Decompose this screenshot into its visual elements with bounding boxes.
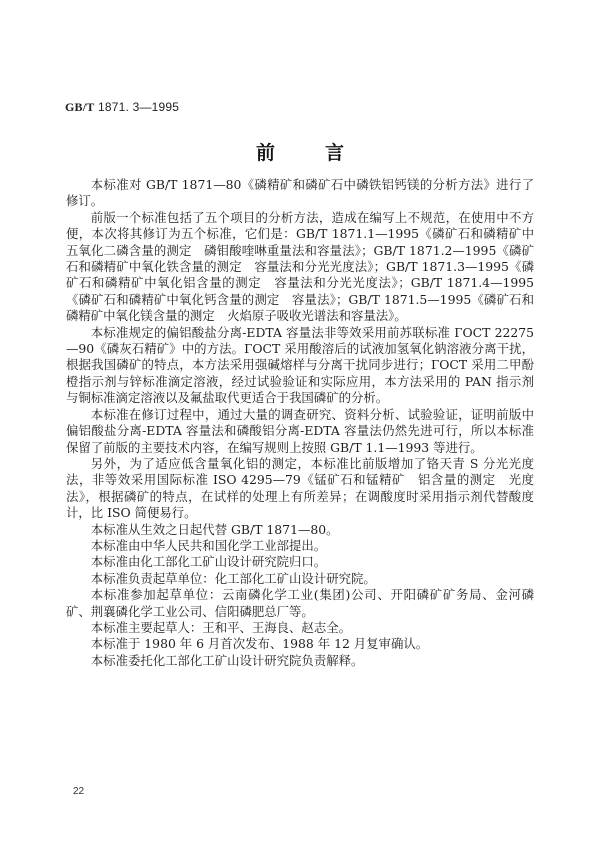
paragraph-proposed-by: 本标准由中华人民共和国化学工业部提出。 <box>90 537 327 553</box>
paragraph-revision-process: 本标准在修订过程中，通过大量的调查研究、资料分析、试验验证，证明前版中偏铝酸盐分离-EDTA 容量法和磷酸铝分离-EDTA 容量法仍然先进可行，所以本标准保留了前版的主要技术内容，在编写规则上按照 GB/T 1.1—1993 等进行。 <box>66 406 534 455</box>
paragraph-replaces: 本标准从生效之日起代替 GB/T 1871—80。 <box>90 521 339 537</box>
paragraph-interpretation: 本标准委托化工部化工矿山设计研究院负责解释。 <box>90 652 364 668</box>
standard-number: 1871. 3—1995 <box>94 100 180 114</box>
standard-code-header <box>65 100 179 115</box>
paragraph-edta-method: 本标准规定的偏铝酸盐分离-EDTA 容量法非等效采用前苏联标准 ГОСТ 22275—90《磷灰石精矿》中的方法。ГОСТ 采用酸溶后的试液加氢氧化钠溶液分离干扰，根据我国磷矿的特点，本方法采用强碱熔样与分离干扰同步进行；ГОСТ 采用二甲酚橙指示剂与锌标准滴定溶液，经过试验验证和实际应用，本方法采用的 PAN 指示剂与铜标准滴定溶液以及氟盐取代更适合于我国磷矿的分析。 <box>66 324 534 406</box>
paragraph-split-standards: 前版一个标准包括了五个项目的分析方法，造成在编写上不规范，在使用中不方便，本次将其修订为五个标准，它们是：GB/T 1871.1—1995《磷矿石和磷精矿中五氧化二磷含量的测定 磷钼酸喹啉重量法和容量法》；GB/T 1871.2—1995《磷矿石和磷精矿中氧化铁含量的测定 容量法和分光光度法》；GB/T 1871.3—1995《磷矿石和磷精矿中氧化铝含量的测定 容量法和分光光度法》；GB/T 1871.4—1995《磷矿石和磷精矿中氧化钙含量的测定 容量法》；GB/T 1871.5—1995《磷矿石和磷精矿中氧化镁含量的测定 火焰原子吸收光谱法和容量法》。 <box>66 209 534 324</box>
paragraph-revision: 本标准对 GB/T 1871—80《磷精矿和磷矿石中磷铁铝钙镁的分析方法》进行了修订。 <box>66 177 534 209</box>
paragraph-chrome-azurol: 另外，为了适应低含量氧化铝的测定，本标准比前版增加了铬天青 S 分光光度法，非等效采用国际标准 ISO 4295—79《锰矿石和锰精矿 铝含量的测定 光度法》，根据磷矿的特点，在试样的处理上有所差异；在调酸度时采用指示剂代替酸度计，比 ISO 简便易行。 <box>66 455 534 521</box>
paragraph-issue-history: 本标准于 1980 年 6 月首次发布、1988 年 12 月复审确认。 <box>90 636 429 652</box>
paragraph-participating-units: 本标准参加起草单位：云南磷化学工业(集团)公司、开阳磷矿矿务局、金河磷矿、荆襄磷化学工业公司、信阳磷肥总厂等。 <box>66 587 534 619</box>
standard-prefix: GB/T <box>65 100 95 114</box>
paragraph-centralized-by: 本标准由化工部化工矿山设计研究院归口。 <box>90 554 327 570</box>
page-number: 22 <box>73 786 85 797</box>
page-title: 前言 <box>255 142 394 164</box>
paragraph-drafters: 本标准主要起草人：王和平、王海良、赵志全。 <box>90 619 351 635</box>
paragraph-drafting-unit: 本标准负责起草单位：化工部化工矿山设计研究院。 <box>90 570 376 586</box>
foreword-body <box>66 177 534 669</box>
